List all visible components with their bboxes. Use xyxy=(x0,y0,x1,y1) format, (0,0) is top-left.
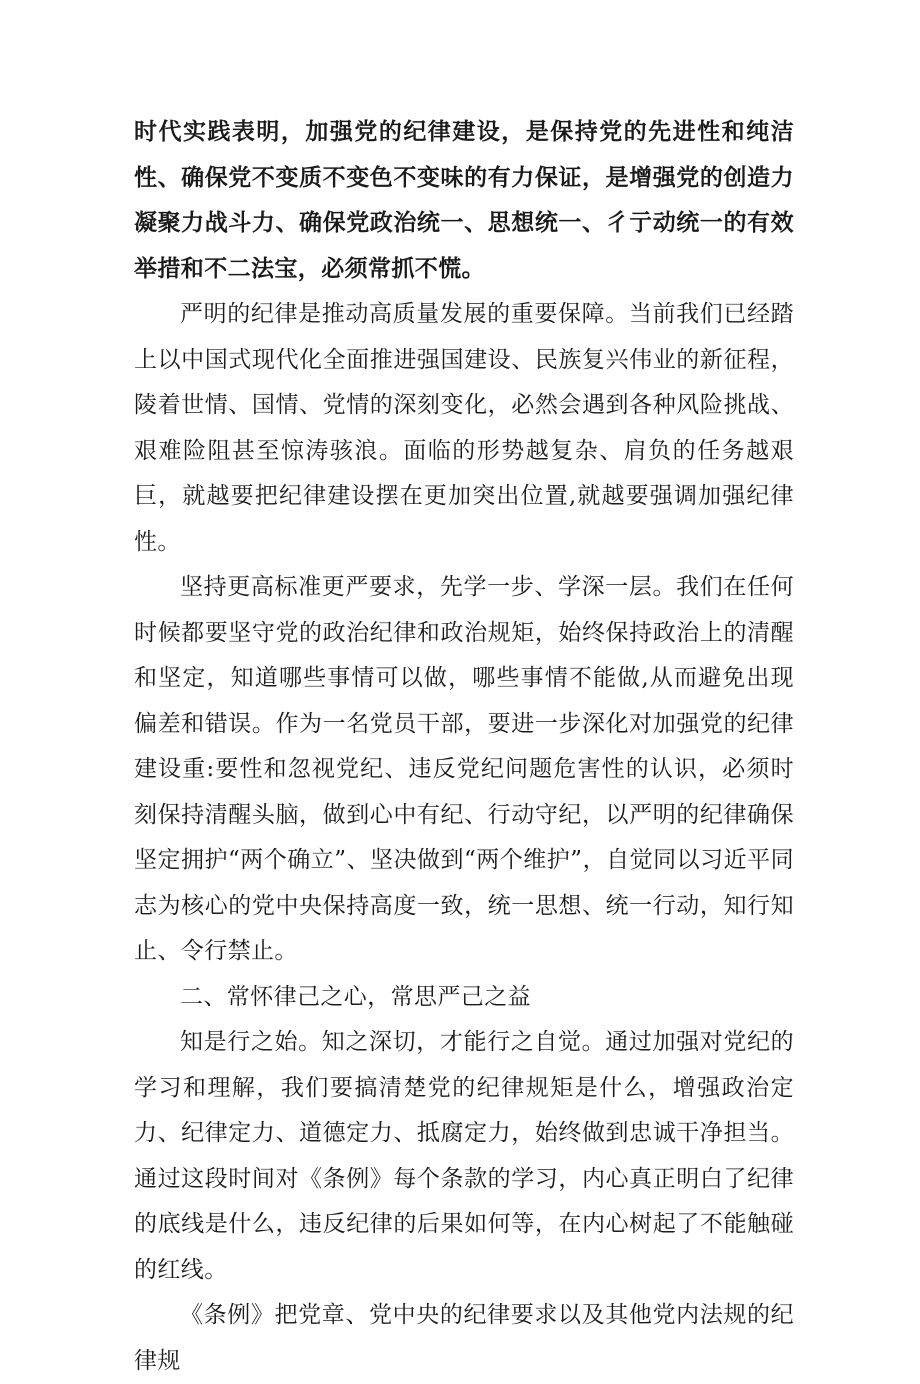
paragraph-bold-intro: 时代实践表明，加强党的纪律建设，是保持党的先进性和纯洁性、确保党不变质不变色不变味的有力保证，是增强党的创造力凝聚力战斗力、确保党政治统一、思想统一、彳亍动统一的有效举措和不二法宝，必须常抓不慌。 xyxy=(134,119,794,282)
paragraph-discipline-guarantee: 严明的纪律是推动高质量发展的重要保障。当前我们已经踏上以中国式现代化全面推进强国建设、民族复兴伟业的新征程，陵着世情、国情、党情的深刻变化，必然会遇到各种风险挑战、艰难险阻甚至惊涛骇浪。面临的形势越复杂、肩负的任务越艰巨，就越要把纪律建设摆在更加突出位置,就越要强调加强纪律性。 xyxy=(134,301,794,555)
section-heading-2: 二、常怀律己之心，常思严己之益 xyxy=(180,983,531,1010)
document-page xyxy=(134,110,794,1384)
paragraph-higher-standards: 坚持更高标准更严要求，先学一步、学深一层。我们在任何时候都要坚守党的政治纪律和政治规矩，始终保持政治上的清醒和坚定，知道哪些事情可以做，哪些事情不能做,从而避免出现偏差和错误。作为一名党员干部，要进一步深化对加强党的纪律建设重:要性和忽视党纪、违反党纪问题危害性的认识，必须时刻保持清醒头脑，做到心中有纪、行动守纪，以严明的纪律确保坚定拥护“两个确立”、坚决做到“两个维护”，自觉同以习近平同志为核心的党中央保持高度一致，统一思想、统一行动，知行知止、令行禁止。 xyxy=(134,574,794,964)
paragraph-regulations: 《条例》把党章、党中央的纪律要求以及其他党内法规的纪律规 xyxy=(134,1302,794,1374)
paragraph-knowledge-action: 知是行之始。知之深切，才能行之自觉。通过加强对党纪的学习和理解，我们要搞清楚党的纪律规矩是什么，增强政治定力、纪律定力、道德定力、抵腐定力，始终做到忠诚干净担当。通过这段时间对《条例》每个条款的学习，内心真正明白了纪律的底线是什么，违反纪律的后果如何等，在内心树起了不能触碰的红线。 xyxy=(134,1029,794,1283)
